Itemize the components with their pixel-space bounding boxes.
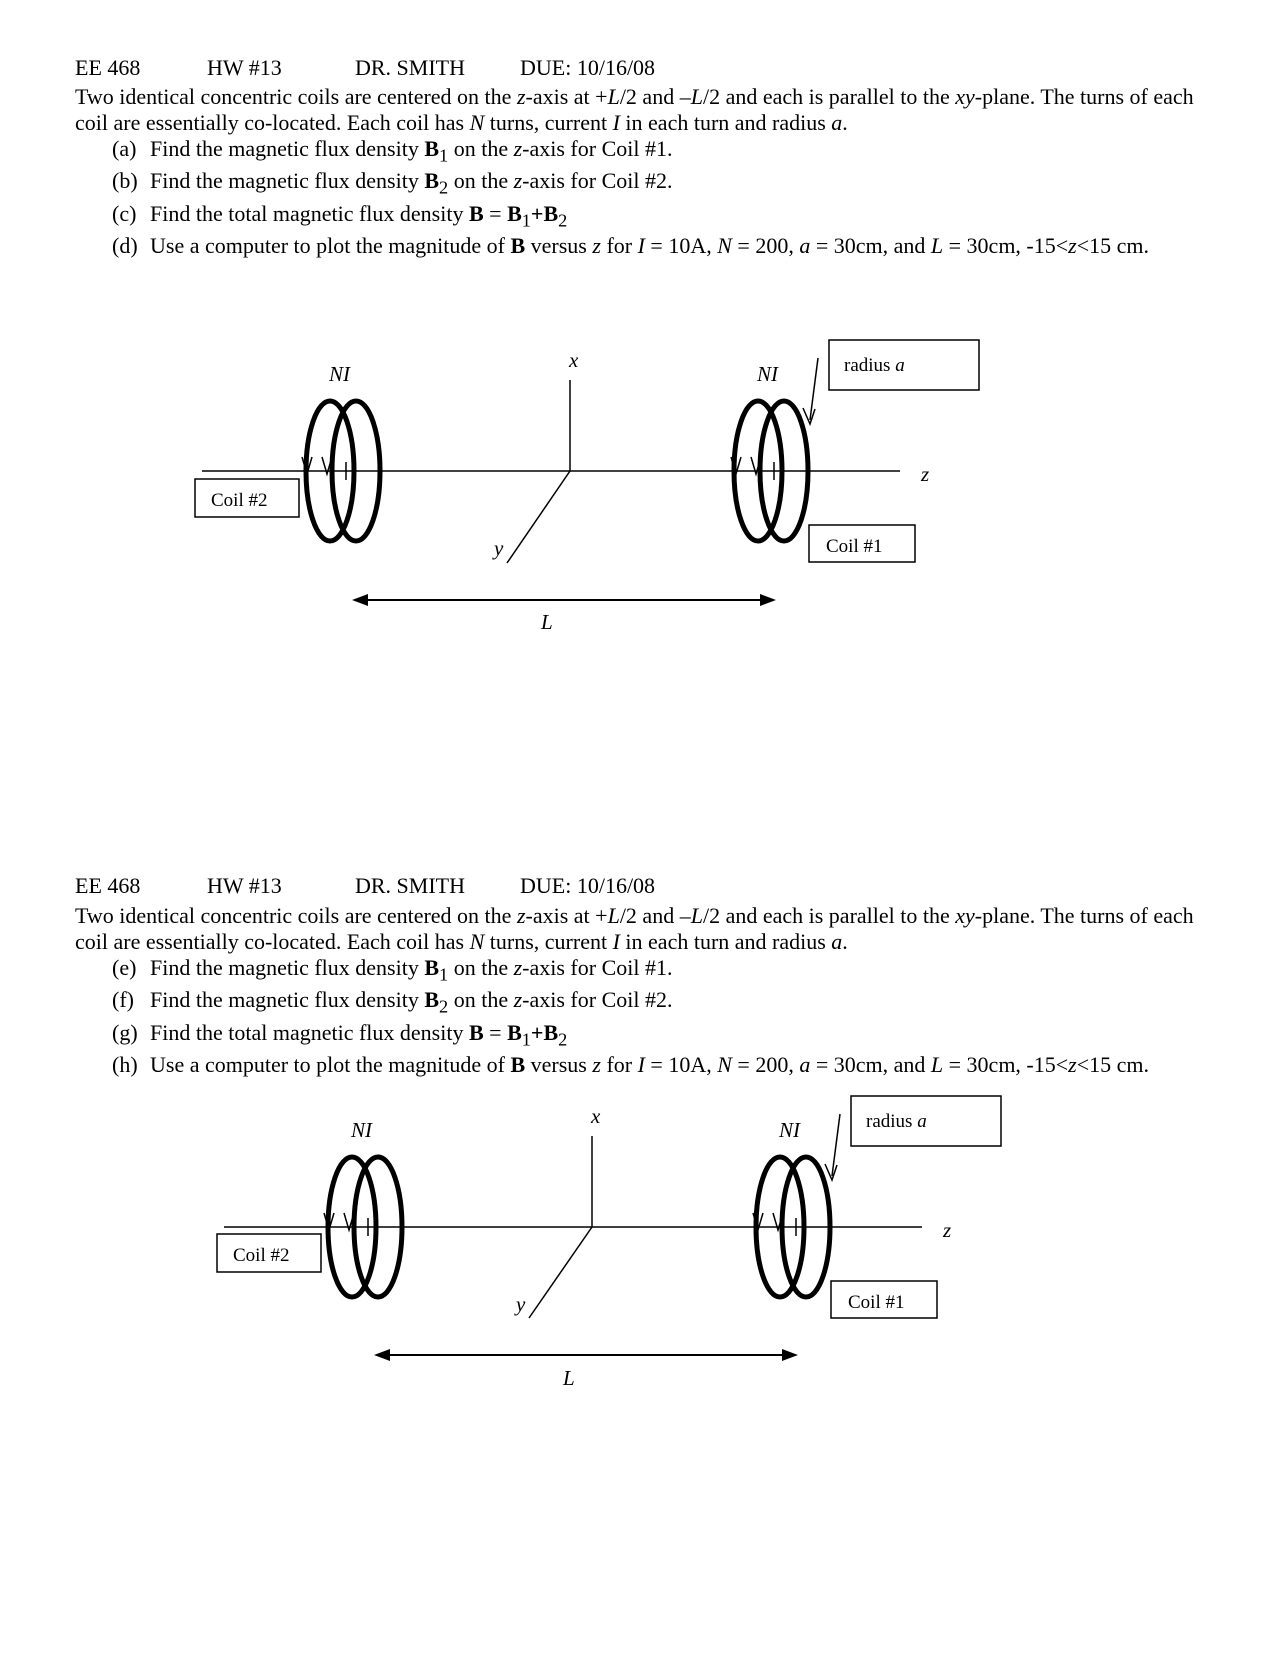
radius-arrow-icon <box>825 1114 840 1180</box>
question-item: (e) Find the magnetic flux density $B_1$ on the z-axis for Coil #1. <box>112 955 673 985</box>
x-axis-label: x <box>591 1104 601 1128</box>
radius-label: radius a <box>844 355 905 376</box>
length-label: L <box>563 1366 575 1390</box>
coil-1-label: Coil #1 <box>848 1292 905 1313</box>
problem-statement: Two identical concentric coils are centered on the z-axis at +L/2 and –L/2 and each is parallel to the xy-plane. The turns of each coil are essentially co-located. Each coil has N turns, current I in each turn and radius a. <box>75 84 1194 135</box>
radius-label: radius a <box>866 1111 927 1132</box>
instructor: DR. SMITH <box>355 873 466 898</box>
hw-number: HW #13 <box>207 873 282 898</box>
question-item: (h) Use a computer to plot the magnitude of B versus z for I = 10A, N = 200, a = 30cm, and L = 30cm, -15<z<15 cm. <box>112 1052 1150 1078</box>
z-axis-label: z <box>943 1218 952 1242</box>
question-item: (b) Find the magnetic flux density $B_2$ on the z-axis for Coil #2. <box>112 168 673 198</box>
hw-number: HW #13 <box>207 55 282 80</box>
question-item: (f) Find the magnetic flux density $B_2$ on the z-axis for Coil #2. <box>112 987 673 1017</box>
instructor: DR. SMITH <box>355 55 466 80</box>
ni-label-coil-1: NI <box>757 362 778 386</box>
question-item: (c) Find the total magnetic flux density $B = B_1+B_2$ <box>112 200 568 231</box>
ni-label-coil-2: NI <box>351 1118 372 1142</box>
question-item: (g) Find the total magnetic flux density $B = B_1+B_2$ <box>112 1019 568 1050</box>
ni-label-coil-2: NI <box>329 362 350 386</box>
due-date: DUE: 10/16/08 <box>520 873 656 898</box>
question-item: (a) Find the magnetic flux density $B_1$ on the z-axis for Coil #1. <box>112 136 673 166</box>
x-axis-label: x <box>569 348 579 372</box>
coil-2-label: Coil #2 <box>211 490 268 511</box>
y-axis-line <box>529 1227 592 1318</box>
course-code: EE 468 <box>75 873 141 898</box>
length-arrow-icon <box>374 1349 798 1361</box>
course-code: EE 468 <box>75 55 141 80</box>
z-axis-label: z <box>921 462 930 486</box>
y-axis-label: y <box>494 536 504 560</box>
problem-statement: Two identical concentric coils are centered on the z-axis at +L/2 and –L/2 and each is parallel to the xy-plane. The turns of each coil are essentially co-located. Each coil has N turns, current I in each turn and radius a. <box>75 903 1194 954</box>
coil-2-label: Coil #2 <box>233 1245 290 1266</box>
coil-1-label: Coil #1 <box>826 536 883 557</box>
y-axis-label: y <box>516 1292 526 1316</box>
ni-label-coil-1: NI <box>779 1118 800 1142</box>
length-label: L <box>541 610 553 634</box>
due-date: DUE: 10/16/08 <box>520 55 656 80</box>
question-item: (d) Use a computer to plot the magnitude of B versus z for I = 10A, N = 200, a = 30cm, and L = 30cm, -15<z<15 cm. <box>112 233 1150 259</box>
